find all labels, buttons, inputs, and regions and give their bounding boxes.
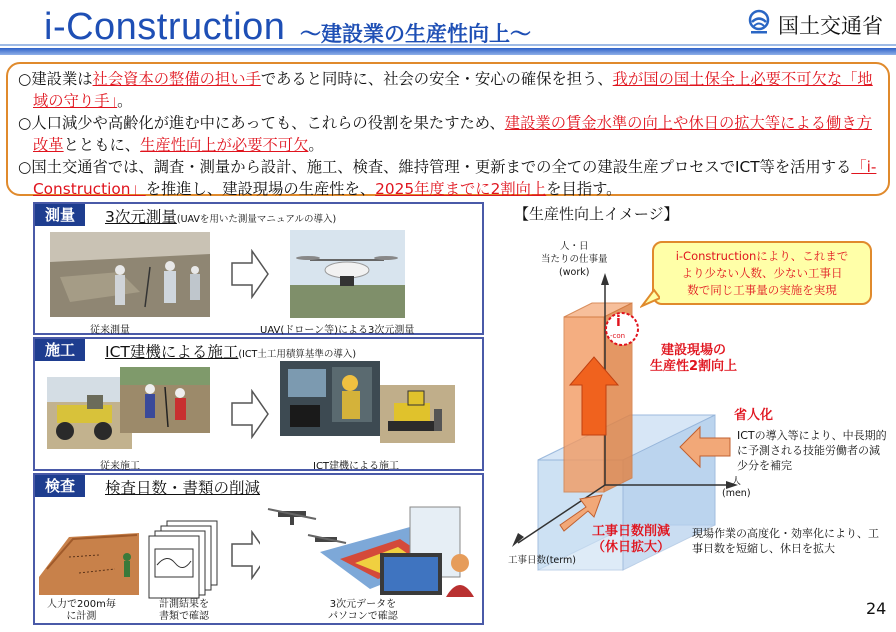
caption-paper-check — [159, 599, 209, 623]
intro-text: ○人口減少や高齢化が進む中にあっても、これらの役割を果たすため、 — [18, 114, 505, 132]
survey-panel — [33, 202, 484, 335]
intro-text: 。 — [308, 136, 324, 154]
intro-text: を推進し、建設現場の生産性を、 — [145, 180, 376, 198]
axis-label-work — [541, 240, 608, 279]
caption-conventional-survey: 従来測量 — [90, 325, 130, 336]
intro-paragraph-2 — [18, 112, 878, 156]
label-line: 工事日数削減 — [592, 524, 671, 539]
label-line: 建設現場の — [661, 343, 727, 358]
caption-conventional-construction: 従来施工 — [100, 461, 140, 472]
axis-label-line: 当たりの仕事量 — [541, 254, 608, 265]
axis-label-line: (work) — [559, 267, 590, 278]
intro-text: ○建設業は — [18, 70, 93, 88]
caption-manual-measurement — [47, 599, 116, 623]
manual-measurement-illustration — [39, 517, 139, 595]
uav-survey-photo — [290, 230, 405, 318]
caption-line: 3次元データを — [329, 599, 397, 610]
intro-text: であると同時に、社会の安全・安心の確保を担う、 — [260, 70, 613, 88]
page-number: 24 — [866, 599, 887, 618]
ict-machine-cab-photo — [280, 361, 380, 436]
3d-data-pc-illustration — [260, 497, 480, 605]
intro-highlight: 建設業の賃金水準の向上や休日の拡大等による働き方改革 — [33, 114, 872, 154]
axis-label-line: (men) — [722, 488, 751, 499]
paper-documents-illustration — [145, 519, 221, 599]
slide-title: i-Construction — [44, 6, 286, 48]
label-line: 生産性2割向上 — [650, 359, 738, 374]
header-rule — [0, 48, 896, 55]
intro-text: を目指す。 — [546, 180, 622, 198]
intro-highlight: 2025年度までに2割向上 — [375, 180, 547, 198]
panel-title-text: 3次元測量 — [105, 208, 177, 226]
slide-header — [0, 0, 896, 56]
caption-pc-check — [328, 599, 398, 623]
org-name: 国土交通省 — [778, 14, 883, 38]
labor-saving-description: ICTの導入等により、中長期的に予測される技能労働者の減少分を補完 — [737, 429, 887, 472]
productivity-label — [650, 343, 737, 375]
intro-highlight: 生産性向上が必要不可欠 — [140, 136, 309, 154]
caption-line: 計測結果を — [159, 599, 209, 610]
intro-text: 。 — [117, 92, 133, 110]
intro-box — [6, 62, 890, 196]
panel-tag-construction: 施工 — [35, 339, 85, 361]
balloon-line: 数で同じ工事量の実施を実現 — [687, 283, 837, 297]
i-con-badge-letter: i — [616, 314, 621, 330]
balloon-line: より少ない人数、少ない工事日 — [681, 266, 843, 280]
i-con-badge-text: -con — [610, 332, 626, 340]
intro-paragraph-1 — [18, 68, 878, 112]
panel-title-construction — [105, 340, 356, 362]
panel-title-inspection — [105, 476, 260, 498]
image-section-title: 【生産性向上イメージ】 — [514, 205, 679, 223]
intro-highlight: 社会資本の整備の担い手 — [92, 70, 261, 88]
axis-label-line: 人 — [731, 476, 742, 487]
axis-label-term: 工事日数(term) — [508, 555, 576, 566]
caption-ict-construction: ICT建機による施工 — [313, 461, 400, 472]
caption-line: に計測 — [66, 611, 97, 622]
callout-balloon — [652, 241, 872, 305]
intro-highlight: 我が国の国土保全上必要不可欠な「地域の守り手」 — [33, 70, 873, 110]
days-reduction-label — [592, 524, 670, 556]
panel-title-note: (UAVを用いた測量マニュアルの導入) — [176, 214, 337, 225]
days-reduction-description: 現場作業の高度化・効率化により、工事日数を短縮し、休日を拡大 — [692, 527, 879, 555]
slide-subtitle: ～建設業の生産性向上～ — [300, 22, 531, 46]
intro-highlight: 「i-Construction」 — [33, 158, 877, 198]
panel-title-note: (ICT土工用積算基準の導入) — [238, 349, 357, 360]
label-line: （休日拡大） — [592, 540, 671, 555]
axis-label-line: 人・日 — [560, 241, 589, 252]
i-con-badge-icon — [604, 311, 640, 347]
caption-line: パソコンで確認 — [328, 611, 398, 622]
labor-saving-label: 省人化 — [734, 408, 774, 423]
intro-paragraph-3 — [18, 156, 878, 200]
panel-title-text: 検査日数・書類の削減 — [105, 479, 261, 497]
panel-tag-inspection: 検査 — [35, 475, 85, 497]
axis-label-men — [722, 476, 751, 500]
conventional-workers-photo — [120, 367, 210, 433]
balloon-tail — [640, 288, 660, 308]
caption-line: 書類で確認 — [159, 611, 209, 622]
panel-title-text: ICT建機による施工 — [105, 343, 239, 361]
inspection-panel — [33, 473, 484, 625]
caption-line: 人力で200m毎 — [47, 599, 116, 610]
panel-tag-survey: 測量 — [35, 204, 85, 226]
arrow-right-icon — [230, 389, 270, 439]
panel-title-survey — [105, 205, 336, 227]
ict-bulldozer-photo — [380, 385, 455, 443]
construction-panel — [33, 337, 484, 471]
caption-uav-survey: UAV(ドローン等)による3次元測量 — [260, 325, 415, 336]
intro-text: とともに、 — [63, 136, 141, 154]
balloon-line: i-Constructionにより、これまで — [675, 249, 849, 263]
intro-text: ○国土交通省では、調査・測量から設計、施工、検査、維持管理・更新までの全ての建設生産プロセスでICT等を活用する — [18, 158, 852, 176]
arrow-right-icon — [230, 249, 270, 299]
conventional-survey-photo — [50, 232, 210, 317]
mlit-logo-icon — [748, 9, 770, 35]
